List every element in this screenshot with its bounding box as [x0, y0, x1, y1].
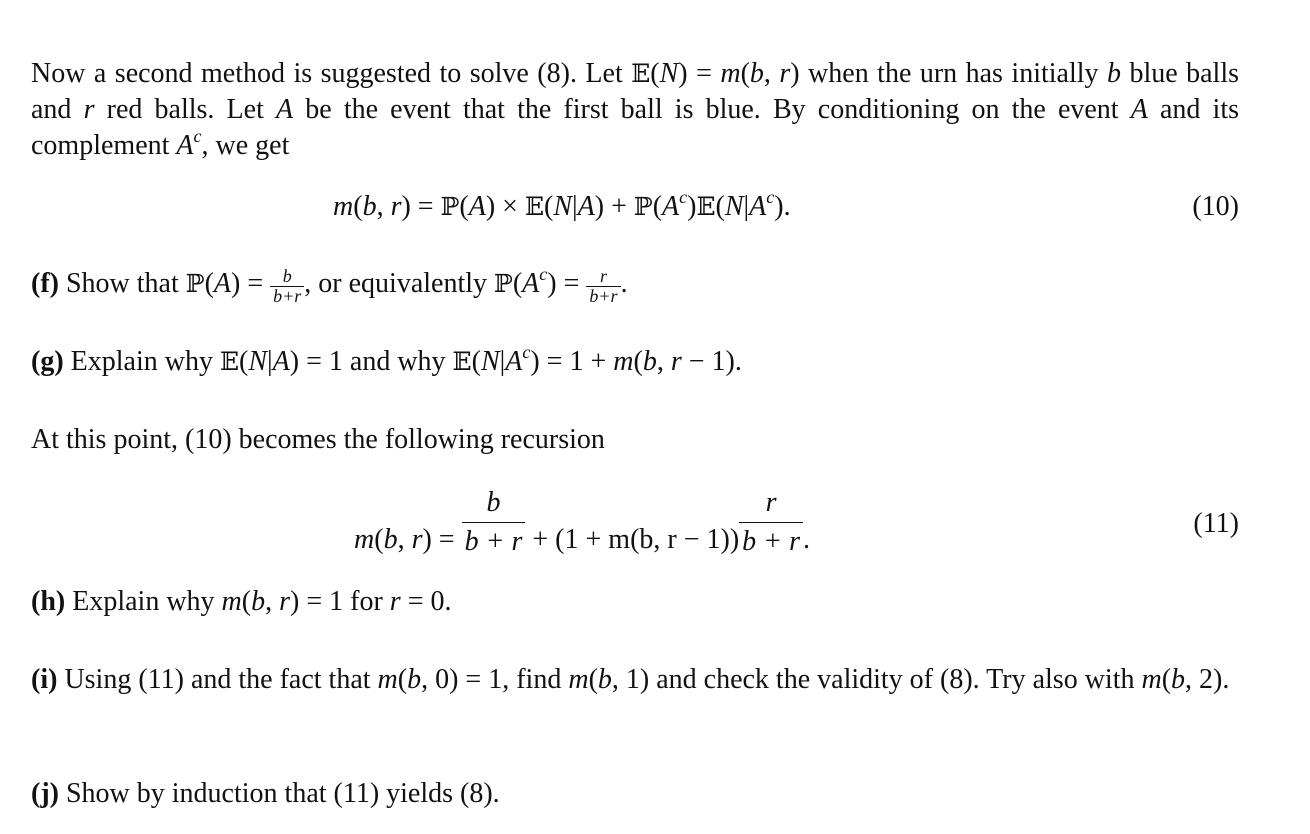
part-i-label: (i)	[31, 664, 58, 695]
part-j: (j) Show by induction that (11) yields (8).	[31, 778, 500, 809]
equation-10-number: (10)	[1192, 191, 1239, 222]
part-f-label: (f)	[31, 268, 59, 299]
part-h-label: (h)	[31, 586, 66, 617]
part-i: (i) Using (11) and the fact that m(b, 0) = 1, find m(b, 1) and check the validity of (8). Try also with m(b, 2).	[31, 664, 1230, 695]
equation-11-body: m(b, r) = $\frac{b}{b + r}$ + (1 + m(b, r − 1)) $\frac{r}{b + r}$ .	[354, 484, 810, 561]
equation-11	[31, 484, 1239, 570]
fraction-b-over-b-plus-r: $\frac{b}{b+r}$	[270, 267, 304, 306]
intro-paragraph: Now a second method is suggested to solve (8). Let 𝔼(N) = m(b, r) when the urn has initially b blue balls and r red balls. Let A be the event that the first ball is blue. By conditioning on the event A and its complement $A^c$, we get	[31, 58, 1240, 161]
fraction-b-over-b-plus-r: $\frac{b}{b + r}$	[462, 484, 526, 561]
part-j-label: (j)	[31, 778, 59, 809]
equation-10	[31, 186, 1239, 231]
part-f: (f) Show that ℙ(A) = $\frac{b}{b+r}$ , or equivalently $ℙ(A^c)$ = $\frac{r}{b+r}$ .	[31, 263, 628, 306]
fraction-r-over-b-plus-r: $\frac{r}{b+r}$	[586, 267, 620, 306]
part-g-label: (g)	[31, 346, 64, 377]
equation-11-number: (11)	[1193, 508, 1239, 539]
equation-10-body: m(b, r) = ℙ(A) × 𝔼(N|A) + $ℙ(A^c)𝔼(N|A^c)$.	[333, 186, 791, 222]
part-h: (h) Explain why m(b, r) = 1 for r = 0.	[31, 586, 452, 617]
fraction-r-over-b-plus-r: $\frac{r}{b + r}$	[739, 484, 803, 561]
part-g: (g) Explain why 𝔼(N|A) = 1 and why $𝔼(N|A^c) = 1 + m(b$, r − 1).	[31, 341, 742, 377]
transition-text: At this point, (10) becomes the following recursion	[31, 424, 605, 455]
